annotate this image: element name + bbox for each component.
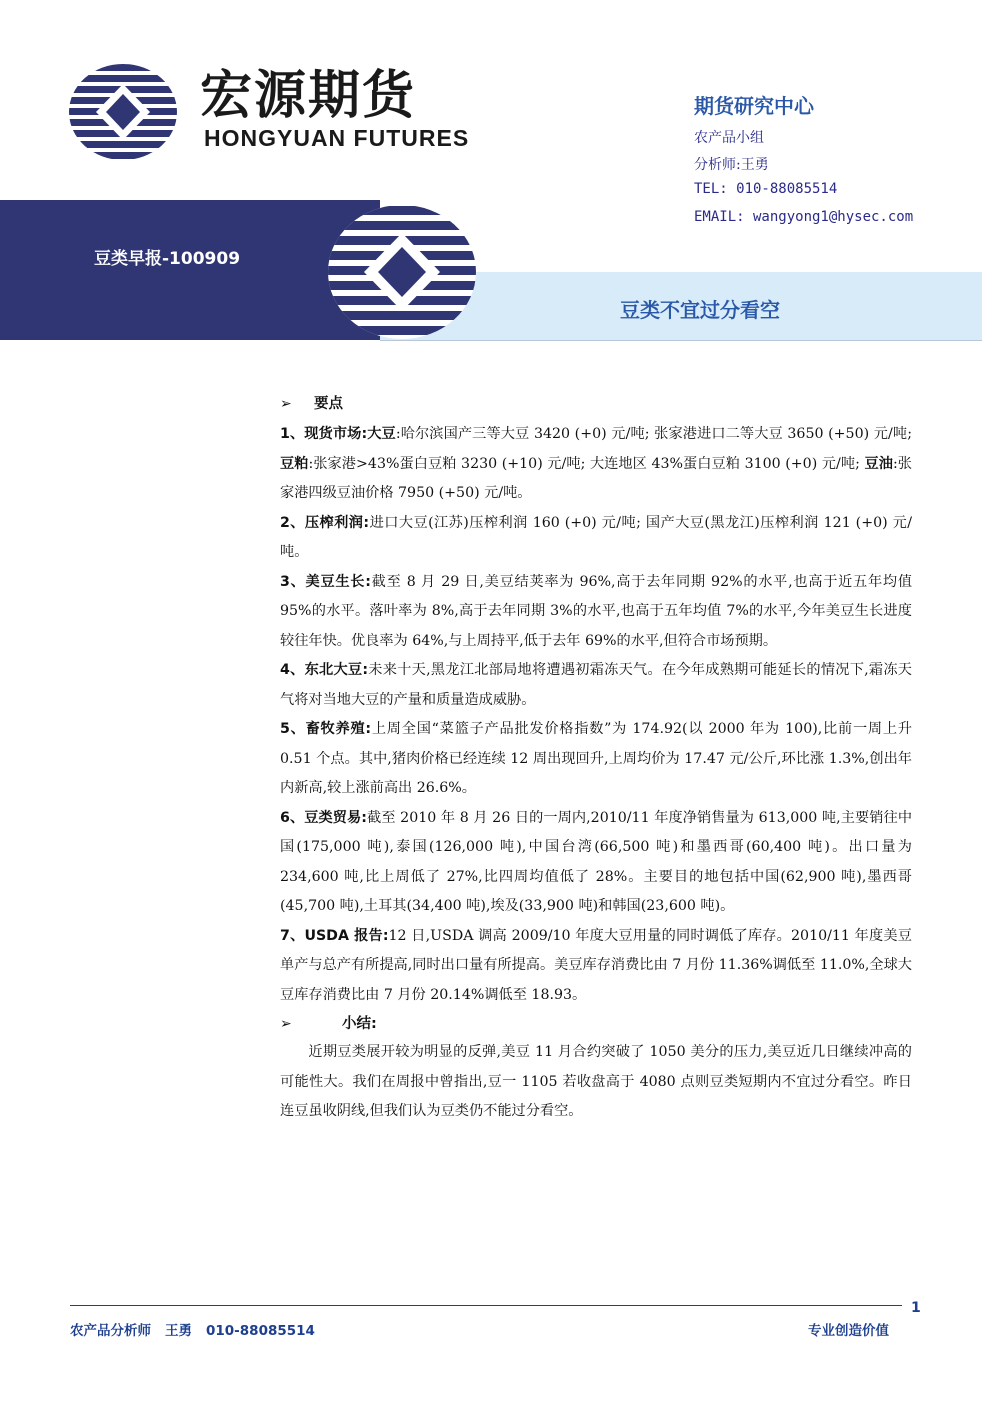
point-livestock: 5、畜牧养殖:上周全国“菜篮子产品批发价格指数”为 174.92(以 2000 年为 100),比前一周上升 0.51 个点。其中,猪肉价格已经连续 12 周出现回升,上周均价为 17.47 元/公斤,环比涨 1.3%,创出年内新高,较上涨前高出 26.6%。 <box>280 721 912 796</box>
arrow-bullet-icon: ➢ <box>280 1016 292 1033</box>
research-center-title: 期货研究中心 <box>694 94 814 118</box>
point-northeast-soybean: 4、东北大豆:未来十天,黑龙江北部局地将遭遇初霜冻天气。在今年成熟期可能延长的情况下,霜冻天气将对当地大豆的产量和质量造成威胁。 <box>280 662 912 708</box>
footer-slogan: 专业创造价值 <box>808 1323 889 1339</box>
page-number: 1 <box>911 1300 921 1316</box>
section-title: 要点 <box>314 396 343 413</box>
point-crush-margin: 2、压榨利润:进口大豆(江苏)压榨利润 160 (+0) 元/吨; 国产大豆(黑龙江)压榨利润 121 (+0) 元/吨。 <box>280 514 913 560</box>
report-body <box>280 392 912 1127</box>
banner-logo-icon <box>326 203 478 341</box>
arrow-bullet-icon: ➢ <box>280 396 292 413</box>
footer-analyst-info <box>70 1319 329 1339</box>
point-usda-report: 7、USDA 报告:12 日,USDA 调高 2009/10 年度大豆用量的同时调低了库存。2010/11 年度美豆单产与总产有所提高,同时出口量有所提高。美豆库存消费比由 7 月份 11.36%调低至 11.0%,全球大豆库存消费比由 7 月份 20.14%调低至 18.93。 <box>280 927 912 1003</box>
footer-name: 王勇 <box>165 1323 192 1339</box>
footer-divider <box>70 1305 902 1306</box>
banner-dark-panel <box>0 200 380 340</box>
summary-text: 近期豆类展开较为明显的反弹,美豆 11 月合约突破了 1050 美分的压力,美豆近几日继续冲高的可能性大。我们在周报中曾指出,豆一 1105 若收盘高于 4080 点则豆类短期内不宜过分看空。昨日连豆虽收阴线,但我们认为豆类仍不能过分看空。 <box>280 1044 912 1119</box>
footer-phone: 010-88085514 <box>206 1323 315 1339</box>
footer-role: 农产品分析师 <box>70 1323 151 1339</box>
summary-title: 小结: <box>342 1016 377 1033</box>
contact-email: EMAIL: wangyong1@hysec.com <box>694 209 914 225</box>
point-us-crop-growth: 3、美豆生长:截至 8 月 29 日,美豆结荚率为 96%,高于去年同期 92%的水平,也高于近五年均值 95%的水平。落叶率为 8%,高于去年同期 3%的水平,也高于五年均值 7%的水平,今年美豆生长进度较往年快。优良率为 64%,与上周持平,低于去年 69%的水平,但符合市场预期。 <box>280 573 913 649</box>
contact-group: 农产品小组 <box>694 130 764 146</box>
point-soybean-trade: 6、豆类贸易:截至 2010 年 8 月 26 日的一周内,2010/11 年度净销售量为 613,000 吨,主要销往中国(175,000 吨),泰国(126,000 吨),中国台湾(66,500 吨)和墨西哥(60,400 吨)。出口量为 234,600 吨,比上周低了 27%,比四周均值低了 28%。主要目的地包括中国(62,900 吨),墨西哥(45,700 吨),土耳其(34,400 吨),埃及(33,900 吨)和韩国(23,600 吨)。 <box>280 809 913 914</box>
report-headline: 豆类不宜过分看空 <box>620 298 780 322</box>
brand-name-en: HONGYUAN FUTURES <box>204 125 470 151</box>
contact-tel: TEL: 010-88085514 <box>694 181 838 197</box>
brand-name-cn: 宏源期货 <box>200 66 417 126</box>
summary-heading <box>280 1012 912 1038</box>
point-spot-market: 1、现货市场:大豆:哈尔滨国产三等大豆 3420 (+0) 元/吨; 张家港进口二等大豆 3650 (+50) 元/吨; 豆粕:张家港>43%蛋白豆粕 3230 (+10) 元/吨; 大连地区 43%蛋白豆粕 3100 (+0) 元/吨; 豆油:张家港四级豆油价格 7950 (+50) 元/吨。 <box>280 426 912 501</box>
report-id: 豆类早报-100909 <box>94 249 241 269</box>
contact-analyst: 分析师:王勇 <box>694 157 769 173</box>
brand-logo-icon <box>68 62 178 162</box>
key-points-heading <box>280 392 912 418</box>
